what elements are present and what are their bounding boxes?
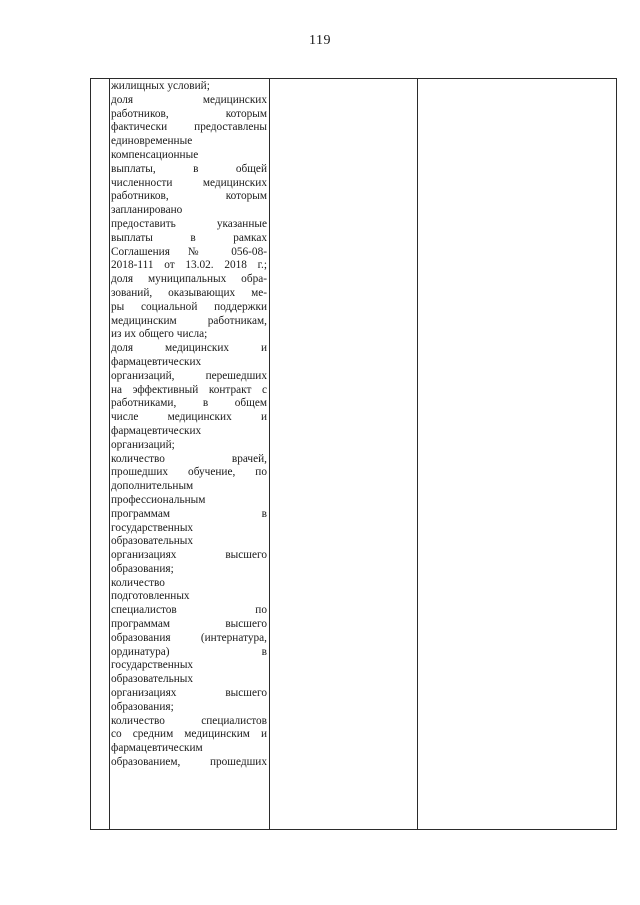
indicator-line: программам высшего (111, 618, 267, 631)
indicator-line: работников, которым (111, 107, 267, 120)
indicator-line: фармацевтических (111, 424, 202, 437)
column-divider-3 (417, 79, 418, 829)
indicator-line: ры социальной поддержки (111, 300, 267, 313)
indicator-line: выплаты, в общей (111, 162, 267, 175)
indicator-line: Соглашения № 056-08- (111, 245, 267, 258)
indicator-line: зований, оказывающих ме- (111, 286, 267, 299)
indicator-cell (111, 80, 267, 770)
indicator-line: количество специалистов (111, 714, 267, 727)
indicator-line: специалистов по (111, 604, 267, 617)
page-number: 119 (309, 33, 331, 48)
indicator-line: организациях высшего (111, 687, 267, 700)
indicator-line: на эффективный контракт с (111, 383, 267, 396)
indicator-line: образования; (111, 700, 174, 713)
indicator-line: фактически предоставлены (111, 121, 267, 134)
indicator-line: государственных (111, 659, 194, 672)
indicator-line: работниками, в общем (111, 397, 267, 410)
indicator-line: запланировано (111, 204, 183, 217)
indicator-line: доля медицинских (111, 93, 267, 106)
indicator-line: прошедших обучение, по (111, 466, 267, 479)
indicator-line: фармацевтическим (111, 742, 203, 755)
indicator-line: организациях высшего (111, 549, 267, 562)
indicator-line: со средним медицинским и (111, 728, 267, 741)
indicator-line: жилищных условий; (111, 80, 210, 92)
indicator-line: 2018-111 от 13.02. 2018 г.; (111, 259, 267, 272)
indicator-line: организаций; (111, 438, 175, 451)
indicator-line: единовременные (111, 135, 193, 148)
indicator-line: медицинским работникам, (111, 314, 267, 327)
indicator-line: подготовленных (111, 590, 190, 603)
column-divider-2 (269, 79, 270, 829)
indicator-line: предоставить указанные (111, 217, 267, 230)
indicator-line: фармацевтических (111, 355, 202, 368)
indicator-line: работников, которым (111, 190, 267, 203)
indicator-line: профессиональным (111, 493, 206, 506)
indicator-line: ординатура) в (111, 645, 267, 658)
indicator-line: дополнительным (111, 480, 194, 493)
column-divider-1 (109, 79, 110, 829)
indicator-line: образования; (111, 562, 174, 575)
indicator-line: образовательных (111, 535, 194, 548)
indicator-line: организаций, перешедших (111, 369, 267, 382)
indicator-line: из их общего числа; (111, 328, 208, 341)
indicator-line: числе медицинских и (111, 411, 267, 424)
indicator-line: государственных (111, 521, 194, 534)
indicator-line: компенсационные (111, 148, 199, 161)
indicator-line: количество врачей, (111, 452, 267, 465)
indicator-line: выплаты в рамках (111, 231, 267, 244)
indicator-line: программам в (111, 507, 267, 520)
indicator-line: численности медицинских (111, 176, 267, 189)
indicator-line: доля медицинских и (111, 342, 267, 355)
indicator-line: образовательных (111, 673, 194, 686)
indicator-line: образованием, прошедших (111, 756, 267, 769)
indicator-line: количество (111, 576, 165, 589)
indicator-line: доля муниципальных обра- (111, 273, 267, 286)
indicator-line: образования (интернатура, (111, 631, 267, 644)
